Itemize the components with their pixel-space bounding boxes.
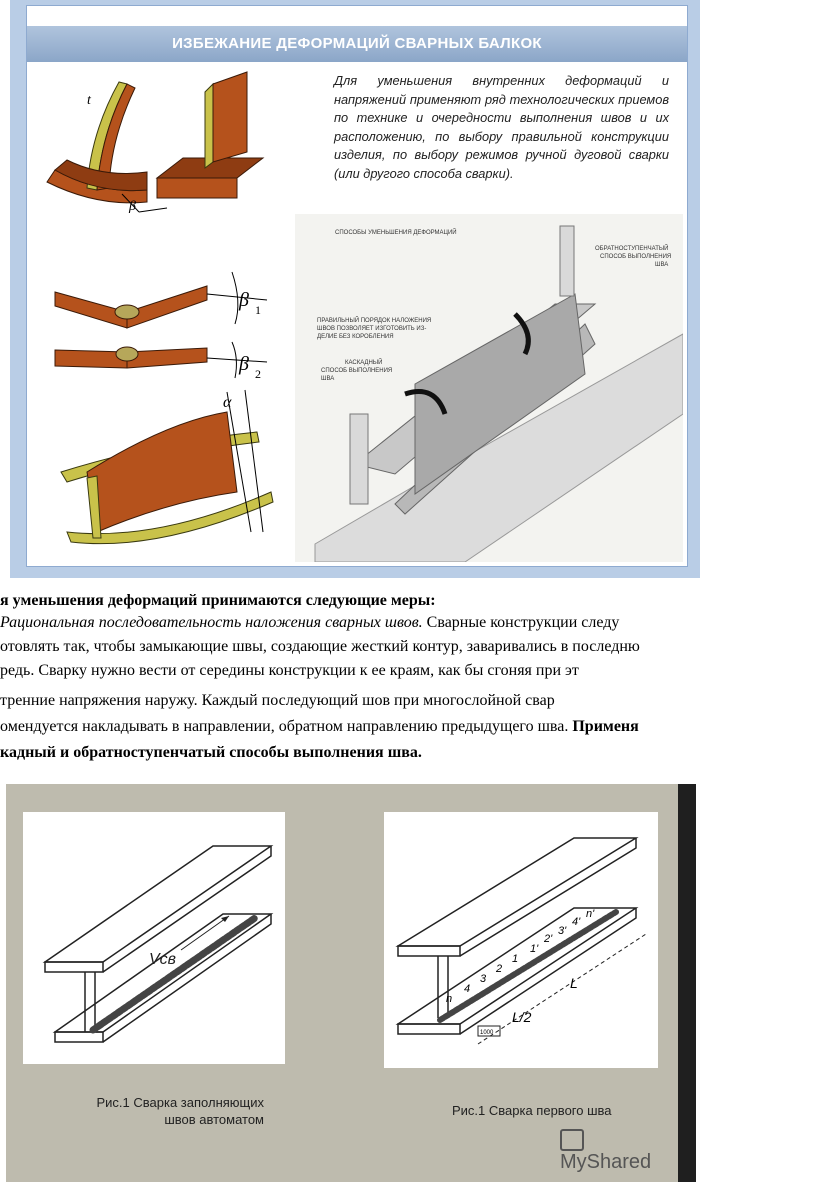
num-4: 4 [464, 983, 471, 995]
photo-note-top-2: СПОСОБ ВЫПОЛНЕНИЯ [600, 254, 672, 260]
box-1000: 1000 [480, 1030, 494, 1036]
beam-photo [295, 214, 683, 562]
line1-italic: Рациональная последовательность наложения сварных швов. [0, 614, 423, 631]
photo-header: СПОСОБЫ УМЕНЬШЕНИЯ ДЕФОРМАЦИЙ [335, 230, 457, 236]
logo-icon [560, 1129, 584, 1151]
label-alpha: α [223, 394, 232, 411]
caption-left-line1: Рис.1 Сварка заполняющих [96, 1095, 264, 1110]
label-beta2-sub: 2 [255, 367, 261, 381]
figure-left-panel [23, 812, 285, 1064]
slide-paragraph: Для уменьшения внутренних деформаций и напряжений применяют ряд технологических приемов по технике и очередности выполнения швов и их расположению, по выбору правильной конструкции изделия, по выбору режимов ручной дуговой сварки (или другого способа сварки). [334, 73, 669, 181]
slide-title: ИЗБЕЖАНИЕ ДЕФОРМАЦИЙ СВАРНЫХ БАЛКОК [27, 26, 687, 62]
myshared-logo[interactable] [560, 1128, 678, 1174]
photo-note-mid-1: ПРАВИЛЬНЫЙ ПОРЯДОК НАЛОЖЕНИЯ [317, 318, 432, 324]
figure-right-beam [384, 812, 658, 1068]
label-beta: β [129, 199, 136, 214]
photo-note-top-3: ШВА [655, 262, 669, 268]
num-np: n' [586, 908, 595, 920]
body-line-1 [0, 612, 816, 634]
line5-rest: омендуется накладывать в направлении, обратном направлению предыдущего шва. [0, 718, 573, 735]
figure-left-beam [23, 812, 285, 1064]
line4-text: тренние напряжения наружу. Каждый последующий шов при многослойной свар [0, 692, 555, 709]
num-n: n [446, 993, 453, 1005]
line5-bold: Применя [572, 718, 639, 735]
line3-text: редь. Сварку нужно вести от середины конструкции к ее краям, как бы сгоняя при эт [0, 662, 579, 679]
num-1p: 1' [530, 943, 539, 955]
line1-rest: Сварные конструкции следу [422, 614, 620, 631]
line6-text: кадный и обратноступенчатый способы выполнения шва. [0, 744, 422, 761]
logo-text: MyShared [560, 1151, 652, 1173]
num-1: 1 [512, 953, 519, 965]
figure-right-panel [384, 812, 658, 1068]
bottom-slide [6, 784, 678, 1182]
body-line-6 [0, 742, 816, 764]
top-slide-frame [10, 0, 700, 578]
caption-left [74, 1094, 264, 1128]
dark-side-strip [678, 784, 696, 1182]
body-heading [0, 590, 816, 612]
label-beta1-sub: 1 [255, 303, 261, 317]
photo-note-top-1: ОБРАТНОСТУПЕНЧАТЫЙ [595, 246, 669, 252]
label-t: t [87, 93, 91, 108]
num-4p: 4' [572, 916, 581, 928]
line2-text: отовлять так, чтобы замыкающие швы, создающие жесткий контур, заваривались в последню [0, 638, 640, 655]
label-beta2: β [239, 353, 249, 375]
num-2: 2 [496, 963, 503, 975]
label-beta1: β [239, 289, 249, 311]
dim-full: L [570, 975, 578, 991]
top-slide [26, 5, 688, 567]
body-line-3 [0, 660, 816, 682]
photo-note-low-2: СПОСОБ ВЫПОЛНЕНИЯ [321, 368, 393, 374]
photo-note-low-3: ШВА [321, 376, 335, 382]
num-2p: 2' [544, 933, 553, 945]
photo-note-mid-2: ШВОВ ПОЗВОЛЯЕТ ИЗГОТОВИТЬ ИЗ- [317, 326, 427, 332]
num-3p: 3' [558, 925, 567, 937]
body-line-2 [0, 636, 816, 658]
heading-text: я уменьшения деформаций принимаются следующие меры: [0, 592, 436, 609]
body-line-5 [0, 716, 816, 738]
caption-right: Рис.1 Сварка первого шва [452, 1103, 612, 1118]
photo-note-low-1: КАСКАДНЫЙ [345, 360, 383, 366]
dim-half: L/2 [512, 1009, 532, 1025]
caption-left-line2: швов автоматом [164, 1112, 264, 1127]
photo-note-mid-3: ДЕЛИЕ БЕЗ КОРОБЛЕНИЯ [317, 334, 394, 340]
vsv-label: Vсв [149, 951, 177, 968]
deformation-illustrations [27, 62, 327, 562]
body-line-4 [0, 690, 816, 712]
num-3: 3 [480, 973, 487, 985]
